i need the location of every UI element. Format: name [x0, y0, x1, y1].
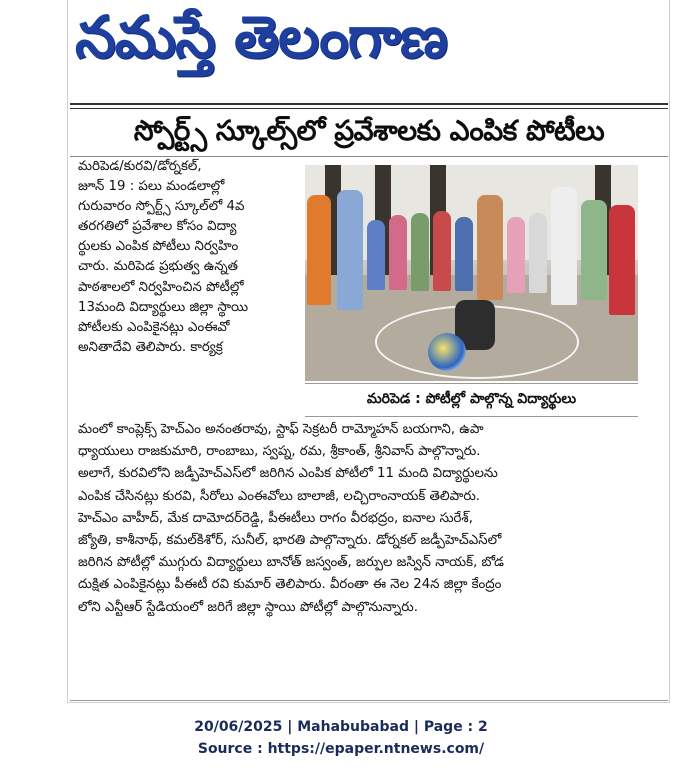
article-photo [305, 165, 638, 381]
text-line: మరిపెడ/కురవి/డోర్నకల్, [78, 159, 202, 174]
photo-person [389, 215, 407, 290]
article-headline: స్పోర్ట్స్ స్కూల్స్‌లో ప్రవేశాలకు ఎంపిక పోటీలు [133, 114, 605, 147]
text-line: పోటీలకు ఎంపికైనట్లు ఎంఈవో [78, 319, 230, 335]
text-line: ఎంపిక చేసినట్లు కురవి, సీరోలు ఎంఈవోలు బాలాజీ, లచ్చిరాంనాయక్ తెలిపారు. [78, 488, 481, 504]
photo-person [337, 190, 363, 310]
masthead-rule [70, 103, 668, 105]
text-line: హెచ్‌ఎం వాహీద్, మేక దామోదర్‌రెడ్డి, పీఈటీలు రాగం వీరభద్రం, ఐనాల సురేశ్, [78, 510, 473, 526]
text-line: లోని ఎన్టీఆర్ స్టేడియంలో జరిగే జిల్లా స్థాయి పోటీల్లో పాల్గొనున్నారు. [78, 599, 418, 615]
masthead-rule-thin [70, 108, 668, 109]
volleyball [428, 333, 466, 371]
photo-person [477, 195, 503, 300]
text-line: అలాగే, కురవిలోని జడ్పీహెచ్‌ఎస్‌లో జరిగిన ఎంపిక పోటీలో 11 మంది విద్యార్థులను [78, 466, 498, 482]
text-line: దుక్షిత ఎంపికైనట్లు పీఈటీ రవి కుమార్ తెలిపారు. వీరంతా ఈ నెల 24న జిల్లా కేంద్రం [78, 577, 502, 593]
text-line: జరిగిన పోటీల్లో ముగ్గురు విద్యార్థులు బానోత్ జస్వంత్, జర్పుల జస్విన్ నాయక్, బోడ [78, 555, 505, 571]
footer-source-link[interactable]: Source : https://epaper.ntnews.com/ [197, 741, 485, 757]
footer-date-line: 20/06/2025 | Mahabubabad | Page : 2 [194, 719, 488, 735]
photo-person [551, 187, 577, 305]
text-line: మంలో కాంప్లెక్స్ హెచ్‌ఎం అనంతరావు, స్టాఫ్ సెక్రటరీ రామ్మోహన్ బయగాని, ఉపా [78, 422, 484, 437]
photo-person [529, 213, 547, 293]
article-column-text [78, 157, 300, 358]
photo-person [455, 217, 473, 291]
text-line: ధ్యాయులు రాజకుమారి, రాంబాబు, స్వప్న, రమ, శ్రీకాంత్, శ్రీనివాస్ పాల్గొన్నారు. [78, 444, 481, 460]
text-line: గురువారం స్పోర్ట్స్ స్కూల్‌లో 4వ [78, 199, 245, 215]
text-line: జూన్ 19 : పలు మండలాల్లో [78, 179, 225, 195]
article-body-text [78, 419, 638, 619]
text-line: అనితాదేవి తెలిపారు. కార్యక్ర [78, 339, 223, 355]
photo-caption: మరిపెడ : పోటీల్లో పాల్గొన్న విద్యార్థులు [305, 383, 638, 417]
text-line: 13మంది విద్యార్థులు జిల్లా స్థాయి [78, 299, 249, 315]
footer-rule [70, 700, 668, 701]
text-line: జ్యోతి, కాశీనాథ్, కమల్‌కిశోర్, సునీల్, భారతి పాల్గొన్నారు. డోర్నకల్ జడ్పీహెచ్‌ఎస్‌లో [78, 533, 502, 549]
photo-person [609, 205, 635, 315]
text-line: తరగతిలో ప్రవేశాల కోసం విద్యా [78, 219, 237, 235]
text-line: ర్థులకు ఎంపిక పోటీలు నిర్వహిం [78, 239, 239, 255]
masthead-title: నమస్తే తెలంగాణ [75, 2, 447, 71]
photo-person [411, 213, 429, 291]
photo-person [581, 200, 607, 300]
footer [0, 716, 682, 760]
photo-person [507, 217, 525, 293]
photo-person [307, 195, 331, 305]
text-line: పాఠశాలలో నిర్వహించిన పోటీల్లో [78, 279, 244, 295]
photo-person [433, 211, 451, 291]
text-line: చారు. మరిపెడ ప్రభుత్వ ఉన్నత [78, 259, 238, 275]
photo-person [367, 220, 385, 290]
